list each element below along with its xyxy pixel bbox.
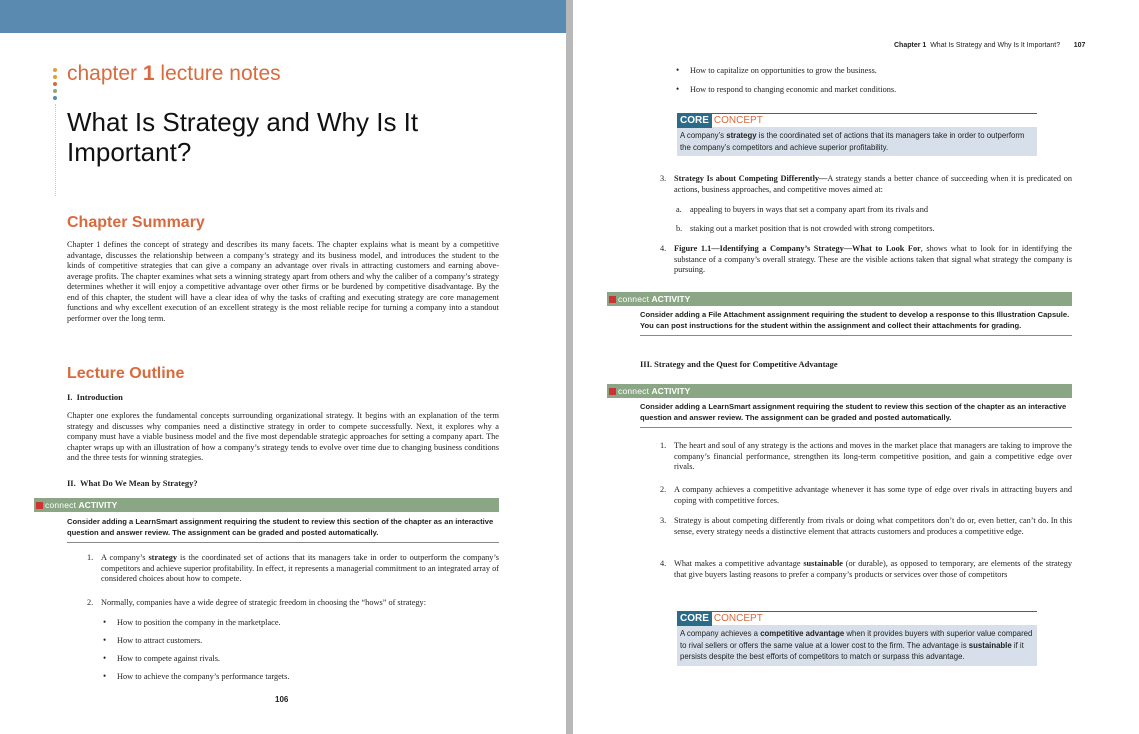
item-number: 2. [660,485,667,494]
core-concept-box-2 [677,611,1037,666]
core-text: is the coordinated set of actions that its managers take in order to outperform the company’s competitors and achieve superior profitability. [680,131,1025,152]
page-number: 106 [275,695,289,704]
activity-word: ACTIVITY [651,294,691,304]
summary-text: Chapter 1 defines the concept of strategy and describes its many facets. The chapter explains what is meant by a competitive advantage, discusses the relationship between a company’s strategy and its business model, and introduces the student to the kinds of competitive strategies that can give a company an advantage over rivals in attracting customers and earning above-average profits. The chapter examines what sets a winning strategy apart from others and why the caliber of a company’s strategy determines whether it will enjoy a competitive advantage over other firms or be burdened by competitive disadvantage. By the end of this chapter, the student will have a clear idea of why the tasks of crafting and executing strategy are core management functions and why excellent execution of an excellent strategy is the most reliable recipe for turning a company into a standout performer over the long term. [67,240,499,323]
sub-item-text: staking out a market position that is not crowded with strong competitors. [690,224,935,233]
bullet-item: • How to position the company in the marketplace. [117,618,281,627]
item-bold-term: strategy [148,553,178,562]
item-text: Normally, companies have a wide degree of strategic freedom in choosing the “hows” of strategy: [101,598,427,607]
core-text: if it persists despite the best efforts of competitors to match or surpass this advantage. [680,640,1024,661]
dot-3 [53,82,57,86]
sub-item-text: appealing to buyers in ways that set a company apart from its rivals and [690,205,929,214]
dot-5 [53,96,57,100]
connect-logo-icon [609,388,616,395]
item-bold-term: Figure 1.1—Identifying a Company’s Strategy—What to Look For [674,244,921,253]
page-top-banner [0,0,566,33]
bullet-item: • How to achieve the company’s performance targets. [117,672,289,681]
item-text: The heart and soul of any strategy is the actions and moves in the market place that managers are taking to improve the company’s financial performance, strengthen its long-term competitive position, and gain a competitive edge over rivals. [674,441,1072,471]
right-numbered-item-3 [660,174,1072,195]
sub-item-label: b. [676,224,683,233]
right-list-item-2 [660,485,1072,506]
item-text: Strategy is about competing differently from rivals or doing what competitors don’t do or, even better, can’t do. In this sense, every strategy needs a distinctive element that attracts customers and produces a competitive edge. [674,516,1072,536]
intro-text: Chapter one explores the fundamental concepts surrounding organizational strategy. It begins with an explanation of the term strategy and discusses why companies need a distinctive strategy in order to compete successfully. Next, it explores why a company must have a viable business model and the five most dependable strategic approaches for setting a company apart. The chapter wraps up with an illustration of how a company’s strategy tends to evolve over time due to changing business conditions and the three tests for winning strategies. [67,411,499,462]
core-concept-text [677,127,1037,156]
item-number: 3. [660,516,667,525]
item-text: A company’s [101,553,149,562]
chapter-title: What Is Strategy and Why Is It Important? [67,107,419,167]
item-text: , shows what to look for in identifying the substance of a company’s overall strategy. These are the visible actions taken that signal what strategy the company is pursuing. [674,244,1072,274]
running-header-page-number: 107 [1073,42,1086,49]
connect-word: connect [618,386,650,396]
connect-logo-icon [36,502,43,509]
chapter-label [67,62,281,86]
running-header [894,42,1085,49]
dot-4 [53,89,57,93]
item-number: 3. [660,174,667,183]
dot-2 [53,75,57,79]
section-3-heading: III. Strategy and the Quest for Competitive Advantage [640,359,838,369]
core-bold-term: sustainable [968,640,1012,650]
connect-word: connect [618,294,650,304]
activity-word: ACTIVITY [651,386,691,396]
left-numbered-item-1 [87,553,499,585]
core-word: CORE [677,612,712,626]
chapter-label-number: 1 [142,62,155,85]
dot-1 [53,68,57,72]
core-text: A company achieves a [680,629,761,638]
section-2-heading: II. What Do We Mean by Strategy? [67,478,198,488]
core-bold-term: competitive advantage [760,629,845,638]
core-bold-term: strategy [726,131,757,140]
core-concept-header [677,113,1037,127]
bullet-item: • How to attract customers. [117,636,202,645]
outline-heading: Lecture Outline [67,365,185,382]
chapter-label-prefix: chapter [67,62,143,85]
item-text: is the coordinated set of actions that its managers take in order to outperform the company’s competitors and achieve superior profitability. In effect, it represents a managerial commitment to an integrated array of considered choices about how to compete. [101,553,499,583]
connect-activity-bar [34,498,499,512]
bullet-item: • How to compete against rivals. [117,654,220,663]
connect-activity-text-1: Consider adding a File Attachment assignment requiring the student to develop a response to this Illustration Capsule. You can post instructions for the student within the assignment and collect their attachments for grading. [640,309,1072,336]
sub-item-b [676,224,1070,235]
right-page [573,0,1139,734]
connect-activity-bar-1 [607,292,1072,306]
right-list-item-4 [660,559,1072,580]
connect-word: connect [45,500,77,510]
item-number: 1. [660,441,667,450]
core-text: when it provides buyers with superior value compared to rival sellers or offers the same value at a lower cost to the firm. The advantage is [680,629,1033,650]
item-bold-term: sustainable [803,559,843,568]
item-bold-term: Strategy Is about Competing Differently— [674,174,828,183]
summary-heading: Chapter Summary [67,214,205,231]
core-concept-text [677,625,1037,666]
connect-activity-text-2: Consider adding a LearnSmart assignment requiring the student to review this section of the chapter as an interactive question and answer review. The assignment can be graded and posted automatically. [640,401,1072,428]
running-header-chapter: Chapter 1 [894,42,927,49]
sub-item-label: a. [676,205,682,214]
decorative-dots [53,68,57,103]
right-list-item-3 [660,516,1072,537]
running-header-title: What Is Strategy and Why Is It Important? [930,42,1061,49]
item-text: (or durable), as opposed to temporary, are elements of the strategy that give buyers lasting reasons to prefer a company’s products or services over those of competitors [674,559,1072,579]
bullet-item: • How to capitalize on opportunities to grow the business. [690,66,877,75]
left-numbered-item-2 [87,598,499,609]
concept-word: CONCEPT [713,613,763,624]
activity-word: ACTIVITY [78,500,118,510]
item-text: A company achieves a competitive advantage whenever it has some type of edge over rivals in attracting buyers and coping with competitive forces. [674,485,1072,505]
core-text: A company’s [680,131,727,140]
left-page [0,0,566,734]
right-list-item-1 [660,441,1072,473]
core-concept-box-1 [677,113,1037,156]
core-word: CORE [677,114,712,128]
item-number: 1. [87,553,94,562]
intro-heading: I. Introduction [67,392,123,402]
bullet-item: • How to respond to changing economic and market conditions. [690,85,896,94]
decorative-vertical-line [55,104,56,196]
core-concept-header [677,611,1037,625]
sub-item-a [676,205,1070,216]
right-numbered-item-4 [660,244,1072,276]
item-text: A strategy stands a better chance of succeeding when it is predicated on actions, business approaches, and competitive moves aimed at: [674,174,1072,194]
chapter-label-suffix: lecture notes [154,62,281,85]
connect-logo-icon [609,296,616,303]
connect-activity-text: Consider adding a LearnSmart assignment requiring the student to review this section of the chapter as an interactive question and answer review. The assignment can be graded and posted automatically. [67,516,499,543]
item-number: 4. [660,244,667,253]
connect-activity-bar-2 [607,384,1072,398]
concept-word: CONCEPT [713,115,763,126]
item-number: 2. [87,598,94,607]
item-text: What makes a competitive advantage [674,559,804,568]
item-number: 4. [660,559,667,568]
